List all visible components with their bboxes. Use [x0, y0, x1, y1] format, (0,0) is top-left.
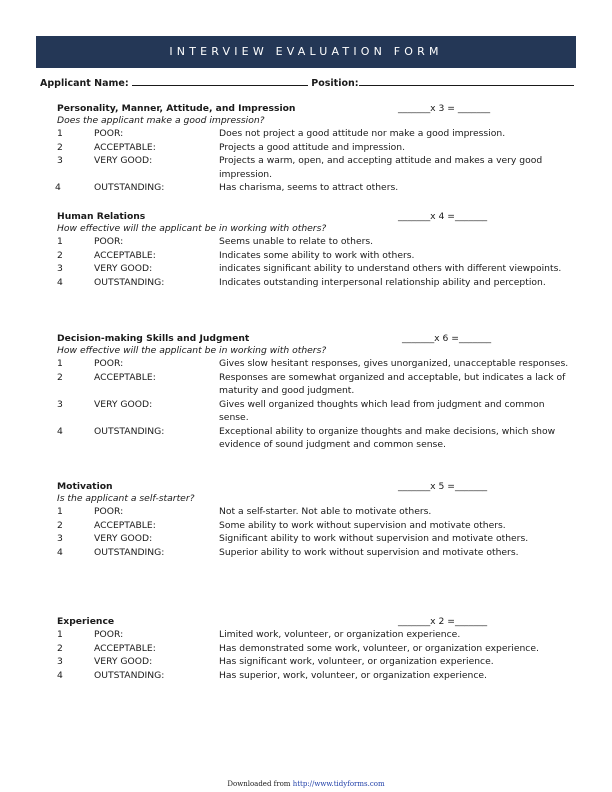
- rating-description: Has significant work, volunteer, or organization experience.: [219, 656, 494, 667]
- rating-number: 2: [57, 519, 63, 531]
- rating-description: Superior ability to work without supervision and motivate others.: [219, 546, 519, 558]
- form-title: INTERVIEW EVALUATION FORM: [36, 36, 576, 68]
- rating-level: POOR:: [94, 236, 124, 247]
- rating-description: Some ability to work without supervision and motivate others.: [219, 519, 506, 531]
- rating-number: 2: [57, 642, 63, 654]
- section-experience: [57, 616, 577, 682]
- applicant-name-label: Applicant Name:: [40, 78, 129, 89]
- rating-number: 3: [57, 155, 63, 166]
- rating-level: OUTSTANDING:: [94, 546, 165, 558]
- rating-level: POOR:: [94, 128, 124, 139]
- rating-number: 1: [57, 236, 63, 247]
- rating-level: POOR:: [94, 358, 124, 369]
- rating-number: 1: [57, 506, 63, 517]
- rating-row: [57, 505, 577, 519]
- rating-description: Limited work, volunteer, or organization experience.: [219, 629, 461, 640]
- score-line[interactable]: _______x 5 =_______: [398, 481, 488, 492]
- section-title: Motivation: [57, 481, 113, 492]
- rating-description: Gives well organized thoughts which lead from judgment and common sense.: [219, 398, 545, 423]
- rating-level: ACCEPTABLE:: [94, 249, 156, 261]
- rating-description: Projects a warm, open, and accepting attitude and makes a very good impression.: [219, 155, 543, 180]
- section-title: Decision-making Skills and Judgment: [57, 333, 250, 344]
- rating-row: [57, 546, 577, 560]
- rating-level: VERY GOOD:: [94, 656, 153, 667]
- rating-row: [57, 262, 577, 276]
- rating-description: Has charisma, seems to attract others.: [219, 182, 399, 193]
- rating-number: 4: [55, 182, 61, 193]
- section-decision-making: [57, 333, 577, 452]
- rating-level: OUTSTANDING:: [94, 276, 165, 288]
- rating-level: OUTSTANDING:: [94, 425, 165, 437]
- rating-row: [57, 669, 577, 683]
- section-question: How effective will the applicant be in working with others?: [57, 223, 327, 234]
- applicant-name-field[interactable]: [132, 75, 308, 86]
- position-field[interactable]: [359, 75, 574, 86]
- rating-row: [57, 181, 577, 195]
- rating-row: [57, 235, 577, 249]
- rating-description: Indicates some ability to work with others.: [219, 249, 415, 261]
- section-title: Experience: [57, 616, 115, 627]
- rating-level: ACCEPTABLE:: [94, 141, 156, 153]
- rating-number: 2: [57, 249, 63, 261]
- rating-number: 4: [57, 425, 63, 437]
- rating-level: ACCEPTABLE:: [94, 519, 156, 531]
- section-personality: [57, 103, 577, 195]
- rating-number: 3: [57, 398, 63, 410]
- section-question: Is the applicant a self-starter?: [57, 493, 195, 504]
- rating-row: [57, 127, 577, 141]
- rating-level: VERY GOOD:: [94, 263, 153, 274]
- rating-level: POOR:: [94, 629, 124, 640]
- rating-description: Projects a good attitude and impression.: [219, 141, 405, 153]
- rating-level: ACCEPTABLE:: [94, 642, 156, 654]
- section-human-relations: [57, 211, 577, 289]
- applicant-row: [40, 75, 574, 89]
- rating-level: VERY GOOD:: [94, 533, 153, 544]
- rating-level: ACCEPTABLE:: [94, 371, 156, 383]
- score-line[interactable]: _______x 2 =_______: [398, 616, 488, 627]
- rating-number: 1: [57, 128, 63, 139]
- rating-row: [57, 642, 577, 656]
- score-line[interactable]: _______x 4 =_______: [398, 211, 488, 222]
- rating-level: OUTSTANDING:: [94, 669, 165, 681]
- rating-description: Not a self-starter. Not able to motivate others.: [219, 506, 432, 517]
- rating-description: Significant ability to work without supervision and motivate others.: [219, 533, 529, 544]
- rating-number: 4: [57, 276, 63, 288]
- rating-row: [57, 655, 577, 669]
- rating-number: 3: [57, 656, 63, 667]
- rating-row: [57, 249, 577, 263]
- score-line[interactable]: _______x 3 = _______: [398, 103, 491, 114]
- rating-number: 2: [57, 141, 63, 153]
- section-question: How effective will the applicant be in working with others?: [57, 345, 327, 356]
- rating-number: 2: [57, 371, 63, 383]
- position-label: Position:: [311, 78, 359, 89]
- rating-description: Gives slow hesitant responses, gives unorganized, unacceptable responses.: [219, 358, 569, 369]
- rating-number: 4: [57, 546, 63, 558]
- section-motivation: [57, 481, 577, 559]
- rating-level: VERY GOOD:: [94, 155, 153, 166]
- rating-number: 3: [57, 263, 63, 274]
- section-title: Personality, Manner, Attitude, and Impression: [57, 103, 296, 114]
- rating-row: [57, 276, 577, 290]
- section-title: Human Relations: [57, 211, 146, 222]
- rating-description: indicates significant ability to understand others with different viewpoints.: [219, 263, 562, 274]
- footer-prefix: Downloaded from: [227, 780, 291, 788]
- rating-row: [57, 357, 577, 371]
- rating-row: [57, 398, 577, 425]
- rating-description: Seems unable to relate to others.: [219, 236, 374, 247]
- rating-number: 1: [57, 358, 63, 369]
- rating-row: [57, 154, 577, 181]
- rating-row: [57, 519, 577, 533]
- rating-description: Has superior, work, volunteer, or organization experience.: [219, 669, 487, 681]
- rating-description: Responses are somewhat organized and acceptable, but indicates a lack of maturity and good judgment.: [219, 371, 566, 396]
- score-line[interactable]: _______x 6 =_______: [402, 333, 492, 344]
- rating-level: OUTSTANDING:: [94, 182, 165, 193]
- rating-description: Does not project a good attitude nor make a good impression.: [219, 128, 506, 139]
- rating-row: [57, 628, 577, 642]
- rating-row: [57, 532, 577, 546]
- rating-description: Has demonstrated some work, volunteer, or organization experience.: [219, 642, 539, 654]
- rating-description: Exceptional ability to organize thoughts and make decisions, which show evidence of sound judgment and common sense.: [219, 425, 556, 450]
- rating-row: [57, 371, 577, 398]
- rating-number: 3: [57, 533, 63, 544]
- rating-description: Indicates outstanding interpersonal relationship ability and perception.: [219, 276, 546, 288]
- rating-row: [57, 425, 577, 452]
- rating-row: [57, 141, 577, 155]
- footer: [0, 780, 612, 788]
- rating-level: VERY GOOD:: [94, 398, 153, 410]
- rating-number: 4: [57, 669, 63, 681]
- rating-number: 1: [57, 629, 63, 640]
- rating-level: POOR:: [94, 506, 124, 517]
- footer-link[interactable]: http://www.tidyforms.com: [292, 780, 385, 788]
- section-question: Does the applicant make a good impression?: [57, 115, 265, 126]
